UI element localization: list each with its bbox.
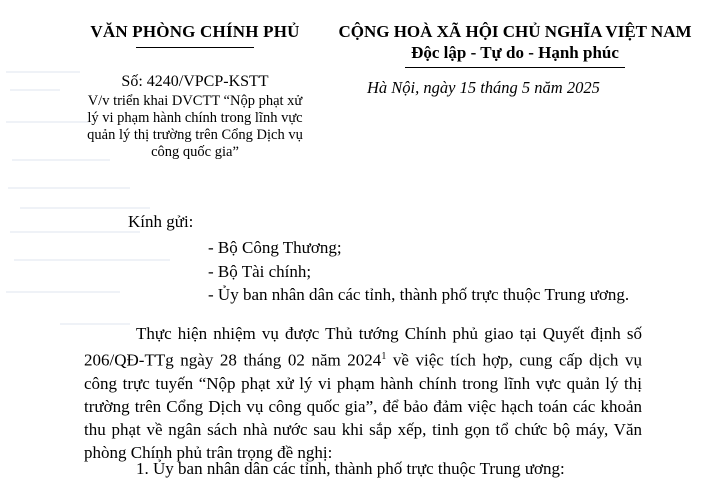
paragraph-text: về việc tích hợp, cung cấp dịch vụ công trực tuyến “Nộp phạt xử lý vi phạm hành chính trong lĩnh vực quản lý thị trường trên Cổng Dịch vụ công quốc gia”, để bảo đảm việc hạch toán các khoản thu phạt về ngân sách nhà nước sau khi sắp xếp, tinh gọn tổ chức bộ máy, Văn phòng Chính phủ trân trọng đề nghị:: [84, 350, 642, 462]
national-motto: Độc lập - Tự do - Hạnh phúc: [411, 43, 619, 62]
document-number: Số: 4240/VPCP-KSTT: [121, 73, 269, 90]
issuer-block: [60, 22, 330, 161]
numbered-item: 1. Ủy ban nhân dân các tỉnh, thành phố trực thuộc Trung ương:: [136, 459, 565, 478]
issuer-name: VĂN PHÒNG CHÍNH PHỦ: [90, 22, 300, 41]
recipient-item: - Ủy ban nhân dân các tỉnh, thành phố trực thuộc Trung ương.: [208, 285, 630, 304]
national-header: [315, 22, 715, 68]
date-and-place: Hà Nội, ngày 15 tháng 5 năm 2025: [367, 78, 600, 97]
document-subject: [60, 93, 330, 161]
recipient-list: [208, 236, 629, 307]
recipient-item: - Bộ Tài chính;: [208, 261, 312, 281]
motto-underline: [405, 67, 625, 68]
subject-line: lý vi phạm hành chính trong lĩnh vực: [87, 110, 303, 126]
subject-line: công quốc gia”: [151, 144, 239, 160]
nation-title: CỘNG HOÀ XÃ HỘI CHỦ NGHĨA VIỆT NAM: [338, 22, 692, 41]
document-body: [84, 322, 642, 464]
subject-line: V/v triển khai DVCTT “Nộp phạt xử: [87, 93, 303, 109]
issuer-underline: [136, 47, 254, 48]
recipient-item: - Bộ Công Thương;: [208, 238, 342, 257]
subject-line: quản lý thị trường trên Cổng Dịch vụ: [87, 127, 303, 143]
body-paragraph: [84, 322, 642, 464]
footnote-reference[interactable]: 1: [381, 351, 387, 362]
paragraph-text: Thực hiện nhiệm vụ được Thủ tướng Chính phủ giao tại Quyết định số 206/QĐ-TTg ngày 28 tháng 02 năm 2024: [84, 324, 642, 370]
salutation: Kính gửi:: [128, 212, 194, 231]
